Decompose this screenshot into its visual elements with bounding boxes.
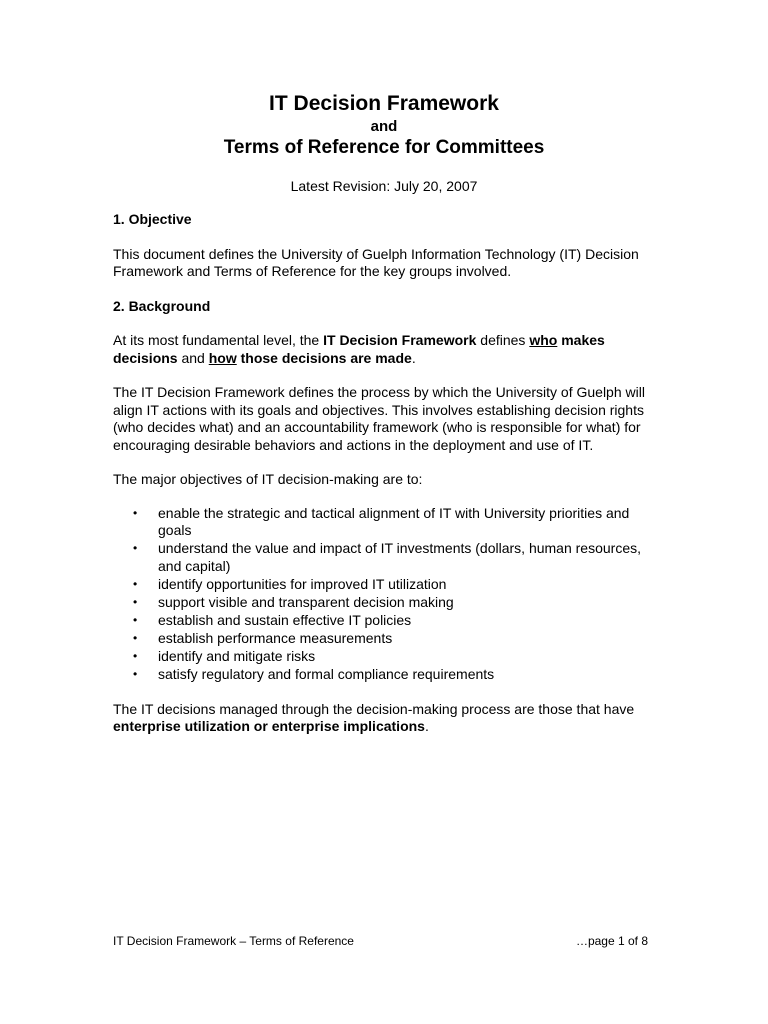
- list-item: [113, 666, 658, 684]
- text-run: defines: [476, 332, 530, 348]
- footer-title: IT Decision Framework – Terms of Reference: [113, 934, 354, 948]
- bullet-icon: •: [133, 630, 138, 645]
- bullet-icon: •: [133, 505, 138, 520]
- list-item-text: identify and mitigate risks: [158, 648, 316, 665]
- list-item: [113, 505, 658, 540]
- bullet-icon: •: [133, 667, 138, 682]
- decisions-paragraph: [113, 701, 658, 736]
- list-item: [113, 576, 658, 594]
- text-run: .: [411, 349, 416, 366]
- document-subtitle: Terms of Reference for Committees: [223, 137, 545, 158]
- objectives-list: [113, 505, 658, 684]
- revision-date: Latest Revision: July 20, 2007: [290, 178, 478, 194]
- list-item-text: establish performance measurements: [158, 629, 393, 646]
- list-item: [113, 648, 658, 666]
- bullet-icon: •: [133, 576, 138, 591]
- bold-run: those decisions are made: [236, 349, 412, 366]
- objective-paragraph: This document defines the University of Guelph Information Technology (IT) Decision Framework and Terms of Reference for the key groups involved.: [113, 245, 639, 279]
- list-item-text: satisfy regulatory and formal compliance requirements: [158, 666, 495, 683]
- section-heading-objective: 1. Objective: [113, 211, 192, 227]
- list-item: [113, 630, 658, 648]
- section-heading-background: 2. Background: [113, 297, 211, 314]
- text-run: At its most fundamental level, the: [113, 332, 324, 348]
- underlined-run: who: [529, 332, 558, 348]
- text-run: .: [424, 718, 429, 735]
- page-number: …page 1 of 8: [575, 934, 648, 948]
- document-title: IT Decision Framework: [269, 92, 499, 115]
- text-run: and: [177, 349, 209, 366]
- bold-run: makes decisions: [113, 332, 605, 366]
- list-item: [113, 594, 658, 612]
- document-body: [113, 211, 658, 736]
- list-item-text: enable the strategic and tactical alignment of IT with University priorities and goals: [158, 504, 630, 538]
- bold-run: IT Decision Framework: [323, 332, 477, 348]
- list-item-text: identify opportunities for improved IT utilization: [158, 575, 447, 592]
- list-item: [113, 540, 658, 575]
- list-item: [113, 612, 658, 630]
- objectives-intro: The major objectives of IT decision-making are to:: [113, 471, 423, 487]
- title-conjunction: and: [370, 118, 398, 135]
- background-paragraph-2: The IT Decision Framework defines the process by which the University of Guelph will align IT actions with its goals and objectives. This involves establishing decision rights (who decides what) and an accountability framework (who is responsible for what) for encouraging desirable behaviors and actions in the deployment and use of IT.: [113, 384, 645, 453]
- text-run: The IT decisions managed through the decision-making process are those that have: [113, 700, 635, 717]
- background-paragraph-1: [113, 332, 658, 367]
- list-item-text: establish and sustain effective IT policies: [158, 611, 412, 628]
- bold-run: enterprise utilization or enterprise implications: [113, 718, 425, 735]
- bullet-icon: •: [133, 594, 138, 609]
- bullet-icon: •: [133, 649, 138, 664]
- bullet-icon: •: [133, 541, 138, 556]
- underlined-run: how: [208, 349, 237, 366]
- bullet-icon: •: [133, 612, 138, 627]
- list-item-text: support visible and transparent decision making: [158, 593, 454, 610]
- list-item-text: understand the value and impact of IT investments (dollars, human resources, and capital): [158, 540, 641, 574]
